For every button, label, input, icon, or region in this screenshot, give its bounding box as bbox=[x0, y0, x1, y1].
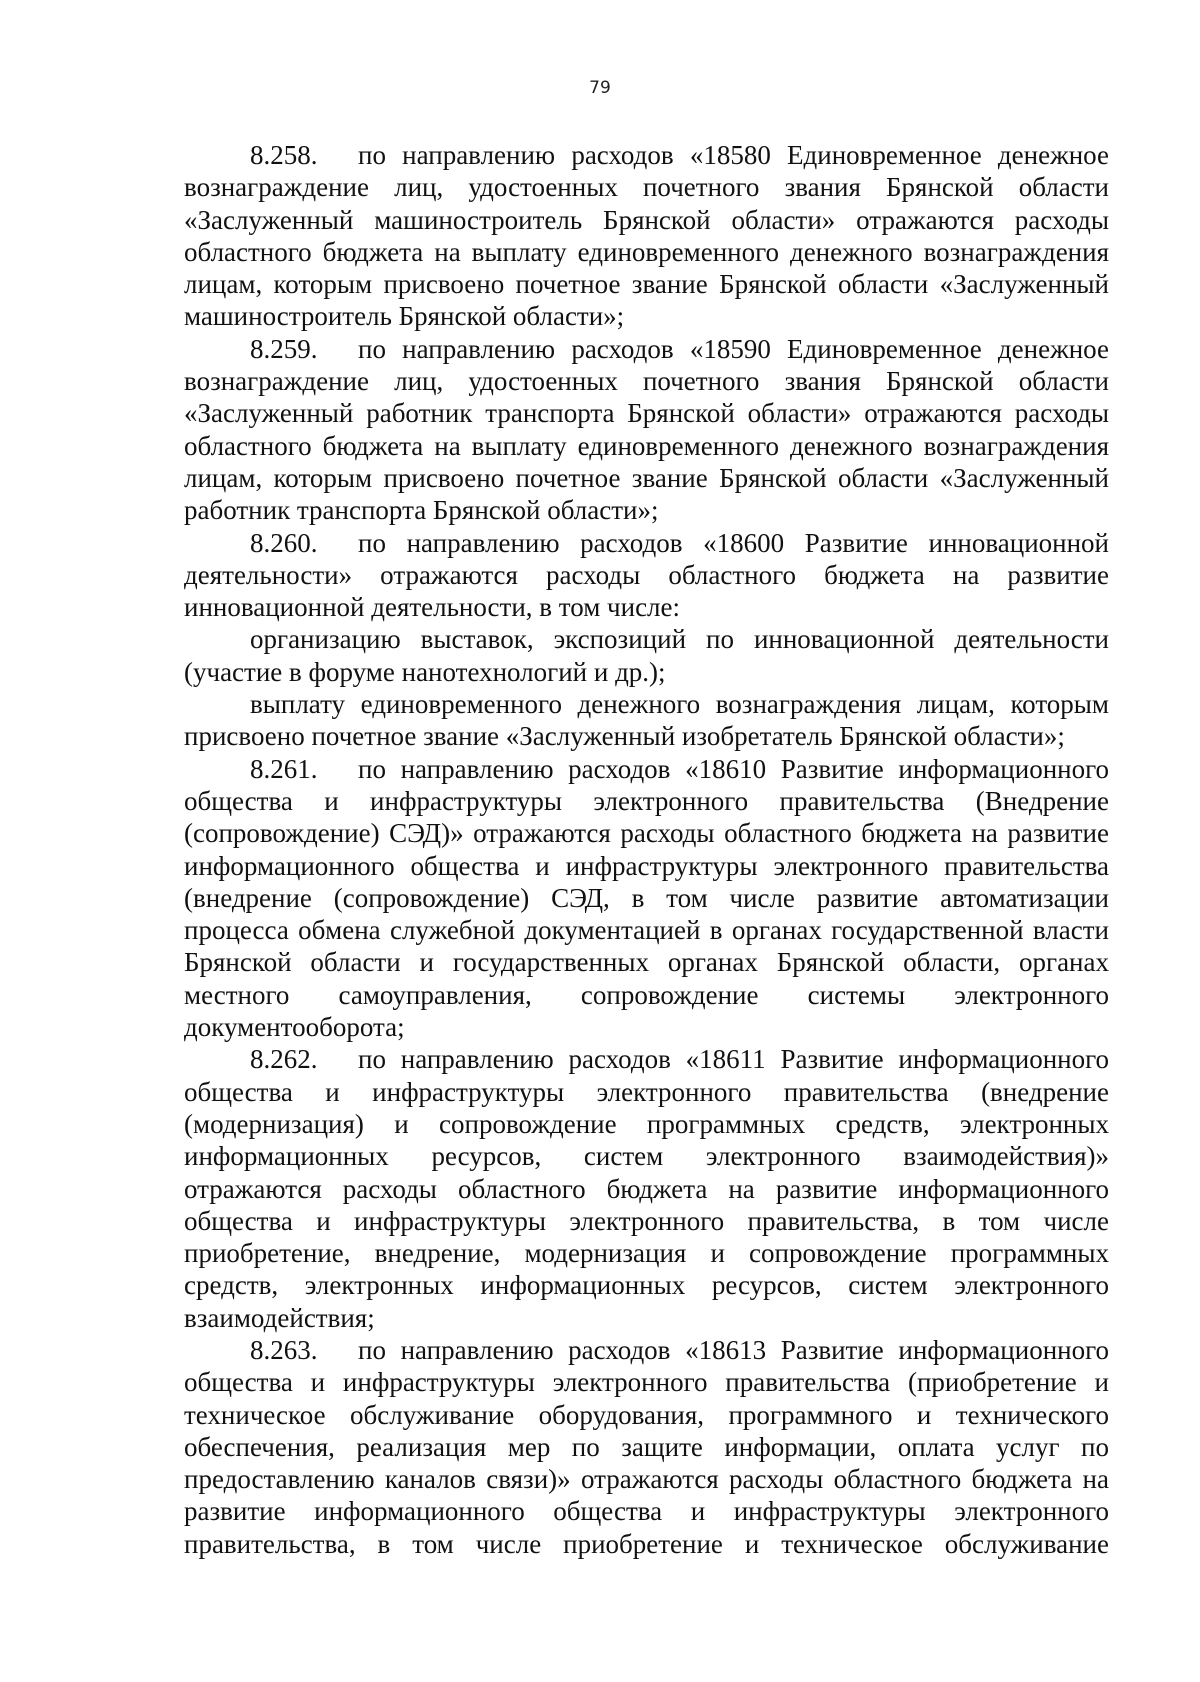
paragraph-text: по направлению расходов «18590 Единовременное денежное вознаграждение лиц, удостоенных почетного звания Брянской области «Заслуженный работник транспорта Брянской области» отражаются расходы областного бюджета на выплату единовременного денежного вознаграждения лицам, которым присвоено почетное звание Брянской области «Заслуженный работник транспорта Брянской области»; bbox=[184, 333, 1109, 526]
paragraph-number: 8.263. bbox=[250, 1334, 318, 1365]
paragraph-8-262 bbox=[184, 1043, 1109, 1334]
paragraph-number: 8.261. bbox=[250, 753, 318, 784]
paragraph-text: по направлению расходов «18600 Развитие инновационной деятельности» отражаются расходы областного бюджета на развитие инновационной деятельности, в том числе: bbox=[184, 527, 1109, 623]
paragraph-8-260 bbox=[184, 527, 1109, 624]
paragraph-text: по направлению расходов «18611 Развитие информационного общества и инфраструктуры электронного правительства (внедрение (модернизация) и сопровождение программных средств, электронных информационных ресурсов, систем электронного взаимодействия)» отражаются расходы областного бюджета на развитие информационного общества и инфраструктуры электронного правительства, в том числе приобретение, внедрение, модернизация и сопровождение программных средств, электронных информационных ресурсов, систем электронного взаимодействия; bbox=[184, 1044, 1109, 1333]
paragraph-8-261 bbox=[184, 753, 1109, 1044]
paragraph-8-259 bbox=[184, 333, 1109, 527]
paragraph-text: организацию выставок, экспозиций по инновационной деятельности (участие в форуме нанотехнологий и др.); bbox=[184, 624, 1109, 687]
paragraph-text: по направлению расходов «18610 Развитие информационного общества и инфраструктуры электронного правительства (Внедрение (сопровождение) СЭД)» отражаются расходы областного бюджета на развитие информационного общества и инфраструктуры электронного правительства (внедрение (сопровождение) СЭД, в том числе развитие автоматизации процесса обмена служебной документацией в органах государственной власти Брянской области и государственных органах Брянской области, органах местного самоуправления, сопровождение системы электронного документооборота; bbox=[184, 753, 1109, 1043]
paragraph-number: 8.258. bbox=[250, 140, 318, 170]
paragraph-text: выплату единовременного денежного вознаграждения лицам, которым присвоено почетное звание «Заслуженный изобретатель Брянской области»; bbox=[184, 689, 1109, 752]
paragraph-number: 8.260. bbox=[250, 527, 318, 558]
paragraph-text: по направлению расходов «18613 Развитие информационного общества и инфраструктуры электронного правительства (приобретение и техническое обслуживание оборудования, программного и технического обеспечения, реализация мер по защите информации, оплата услуг по предоставлению каналов связи)» отражаются расходы областного бюджета на развитие информационного общества и инфраструктуры электронного правительства, в том числе приобретение и техническое обслуживание bbox=[184, 1334, 1109, 1559]
paragraph-number: 8.262. bbox=[250, 1044, 318, 1075]
paragraph-8-260-item-2 bbox=[184, 688, 1109, 753]
paragraph-number: 8.259. bbox=[250, 333, 318, 364]
paragraph-8-263 bbox=[184, 1334, 1109, 1560]
paragraph-text: по направлению расходов «18580 Единовременное денежное вознаграждение лиц, удостоенных почетного звания Брянской области «Заслуженный машиностроитель Брянской области» отражаются расходы областного бюджета на выплату единовременного денежного вознаграждения лицам, которым присвоено почетное звание Брянской области «Заслуженный машиностроитель Брянской области»; bbox=[184, 140, 1109, 332]
paragraph-8-258 bbox=[184, 139, 1109, 333]
paragraph-8-260-item-1 bbox=[184, 623, 1109, 688]
page-number: 79 bbox=[589, 78, 611, 98]
document-body bbox=[184, 139, 1109, 1560]
